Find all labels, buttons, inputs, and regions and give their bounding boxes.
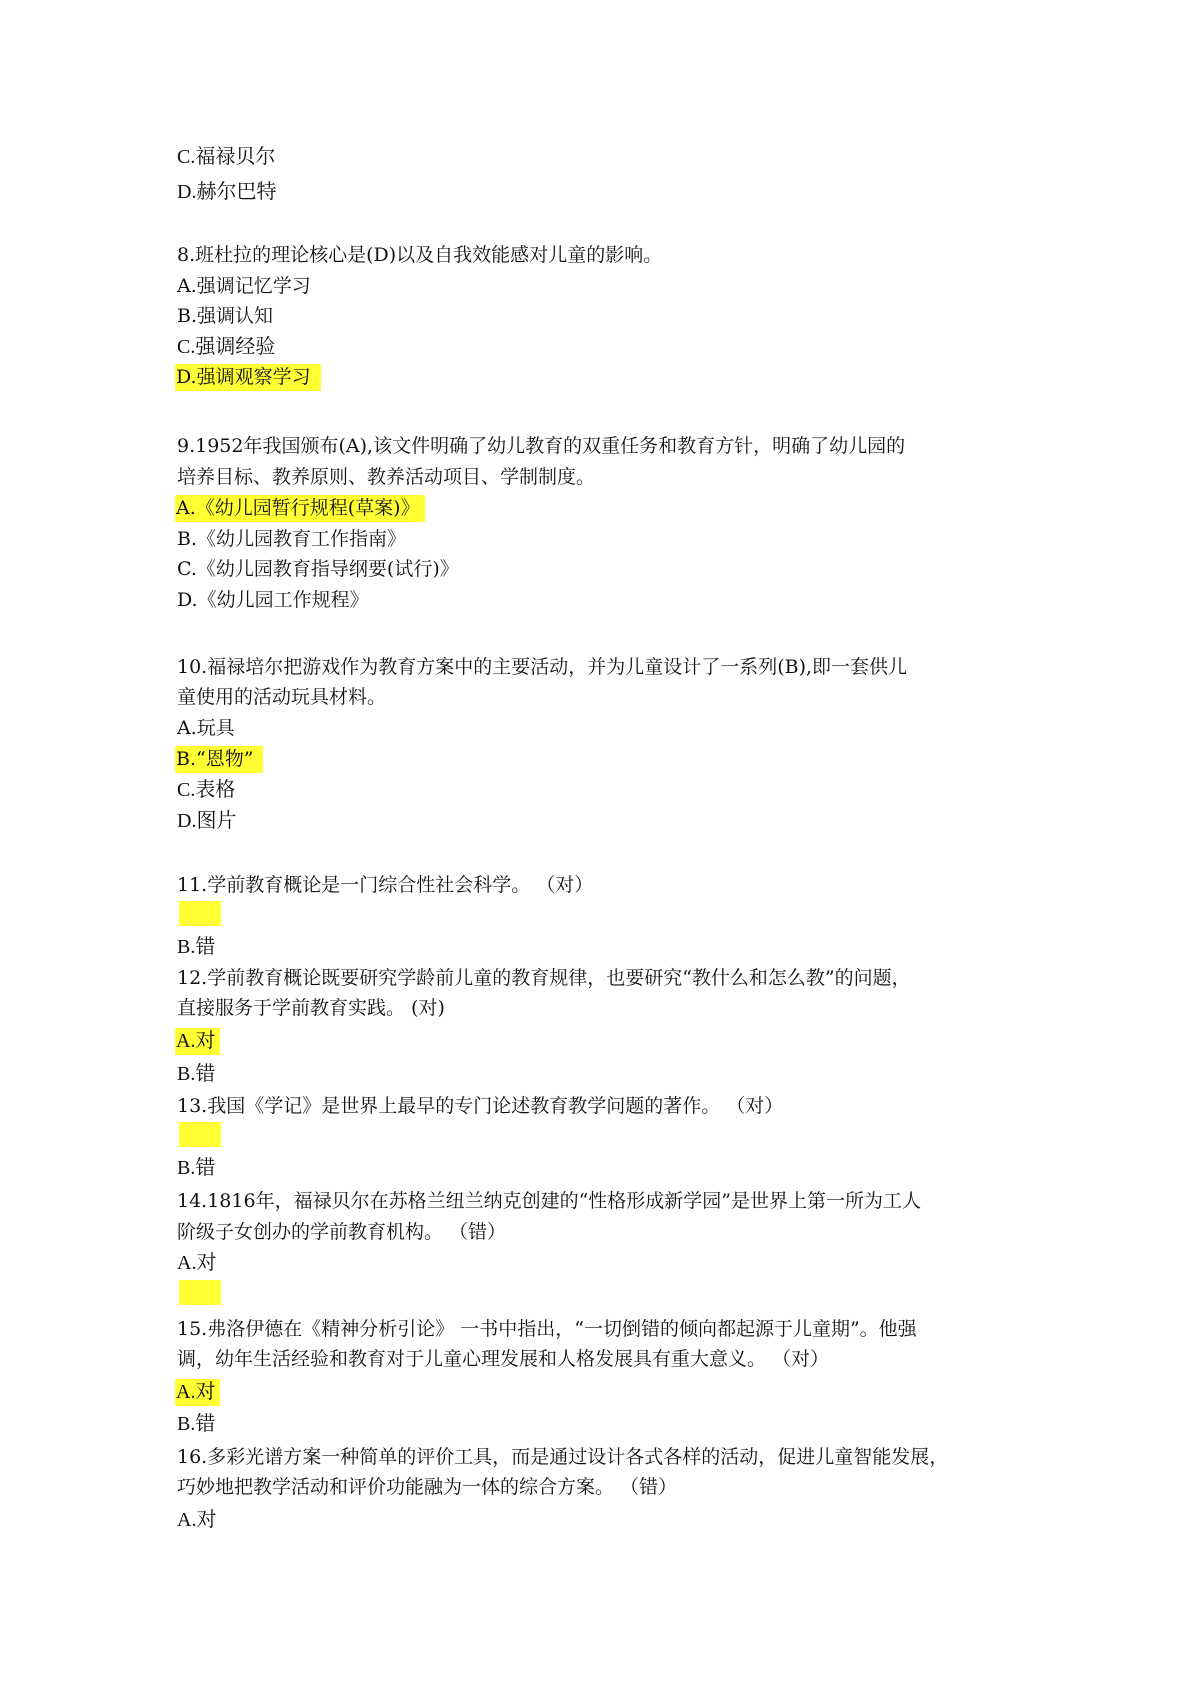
q9-option-b: B.《幼儿园教育工作指南》 [177, 528, 407, 550]
q14-option-a: A.对 [177, 1252, 217, 1274]
q10-stem-line-2: 童使用的活动玩具材料。 [177, 686, 387, 708]
q15-option-a [177, 1381, 220, 1403]
q9-option-a-highlight: A.《幼儿园暂行规程(草案)》 [175, 495, 425, 522]
q15-option-a-highlight: A.对 [175, 1379, 220, 1406]
q16-option-a: A.对 [177, 1509, 217, 1531]
q15-stem-line-1: 15.弗洛伊德在《精神分析引论》 一书中指出，“一切倒错的倾向都起源于儿童期”。他强 [177, 1318, 917, 1340]
q13-option-b: B.错 [177, 1157, 216, 1179]
q7-option-d: D.赫尔巴特 [177, 181, 277, 203]
q8-option-a: A.强调记忆学习 [177, 275, 311, 297]
q10-option-c: C.表格 [177, 779, 236, 801]
q10-option-d: D.图片 [177, 810, 237, 832]
q10-option-a: A.玩具 [177, 717, 235, 739]
q12-stem-line-1: 12.学前教育概论既要研究学龄前儿童的教育规律，也要研究“教什么和怎么教”的问题， [177, 967, 911, 989]
q9-option-a [177, 497, 425, 519]
q15-stem-line-2: 调，幼年生活经验和教育对于儿童心理发展和人格发展具有重大意义。 （对） [177, 1348, 830, 1370]
q12-option-b: B.错 [177, 1063, 216, 1085]
q11-stem: 11.学前教育概论是一门综合性社会科学。 （对） [177, 874, 594, 896]
q9-stem-line-1: 9.1952年我国颁布(A),该文件明确了幼儿教育的双重任务和教育方针，明确了幼儿园的 [177, 435, 906, 457]
q8-stem: 8.班杜拉的理论核心是(D)以及自我效能感对儿童的影响。 [177, 244, 663, 266]
q12-option-a-highlight: A.对 [175, 1028, 220, 1055]
q16-stem-line-2: 巧妙地把教学活动和评价功能融为一体的综合方案。 （错） [177, 1476, 678, 1498]
q9-option-d: D.《幼儿园工作规程》 [177, 589, 369, 611]
q13-answer-highlight [179, 1122, 221, 1147]
q15-option-b: B.错 [177, 1413, 216, 1435]
q13-stem: 13.我国《学记》是世界上最早的专门论述教育教学问题的著作。 （对） [177, 1095, 784, 1117]
q9-stem-line-2: 培养目标、教养原则、教养活动项目、学制制度。 [177, 466, 596, 488]
q14-stem-line-2: 阶级子女创办的学前教育机构。 （错） [177, 1221, 507, 1243]
q8-option-d-highlight: D.强调观察学习 [175, 364, 321, 391]
q9-option-c: C.《幼儿园教育指导纲要(试行)》 [177, 558, 459, 580]
q7-option-c: C.福禄贝尔 [177, 146, 276, 168]
q10-option-b [177, 748, 263, 770]
q10-stem-line-1: 10.福禄培尔把游戏作为教育方案中的主要活动，并为儿童设计了一系列(B),即一套供儿 [177, 656, 908, 678]
q11-answer-highlight [179, 901, 221, 926]
q12-option-a [177, 1030, 220, 1052]
q8-option-b: B.强调认知 [177, 305, 274, 327]
q14-answer-highlight [179, 1280, 221, 1305]
q14-stem-line-1: 14.1816年，福禄贝尔在苏格兰纽兰纳克创建的“性格形成新学园”是世界上第一所为工人 [177, 1190, 921, 1212]
q10-option-b-highlight: B.“恩物” [175, 746, 263, 773]
q16-stem-line-1: 16.多彩光谱方案一种简单的评价工具，而是通过设计各式各样的活动，促进儿童智能发展， [177, 1446, 949, 1468]
q8-option-d [177, 366, 321, 388]
q12-stem-line-2: 直接服务于学前教育实践。 (对) [177, 997, 445, 1019]
q11-option-b: B.错 [177, 936, 216, 958]
q8-option-c: C.强调经验 [177, 336, 276, 358]
